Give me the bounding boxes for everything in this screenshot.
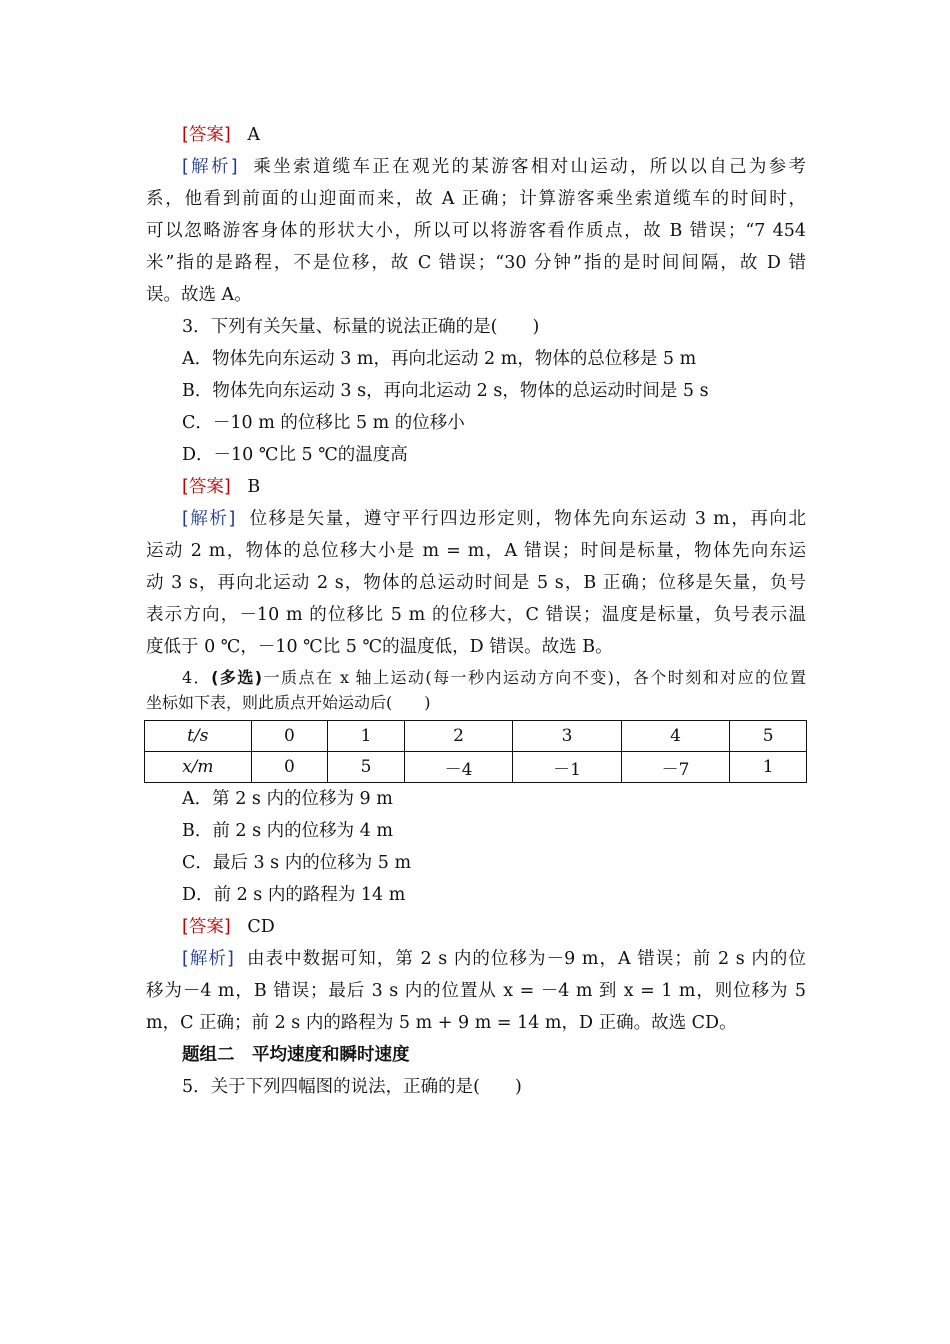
table-cell: 5 [730, 721, 807, 752]
table-cell: 5 [328, 752, 405, 783]
table-cell: 4 [621, 721, 729, 752]
table-cell: 2 [404, 721, 512, 752]
question-stem [182, 667, 806, 689]
table-cell: －4 [404, 752, 512, 783]
table-cell: 1 [328, 721, 405, 752]
table-cell: 3 [513, 721, 621, 752]
analysis-line: 表示方向，－10 m 的位移比 5 m 的位移大，C 错误；温度是标量，负号表示温 [146, 605, 806, 625]
answer-tag: [答案] [182, 125, 231, 145]
analysis-line [182, 948, 806, 970]
option-a: A．物体先向东运动 3 m，再向北运动 2 m，物体的总位移是 5 m [182, 349, 697, 369]
analysis-tag: [解析] [182, 949, 234, 969]
option-c: C．最后 3 s 内的位移为 5 m [182, 853, 412, 873]
analysis-line [182, 508, 806, 530]
answer-value: A [247, 125, 260, 145]
question-number: 4． [182, 668, 212, 687]
option-a: A．第 2 s 内的位移为 9 m [182, 789, 393, 809]
analysis-tag: [解析] [182, 509, 236, 529]
option-c: C．－10 m 的位移比 5 m 的位移小 [182, 413, 465, 433]
table-row [145, 752, 807, 783]
analysis-line: m，C 正确；前 2 s 内的路程为 5 m + 9 m = 14 m，D 正确。故选 CD。 [146, 1013, 737, 1033]
analysis-line: 系，他看到前面的山迎面而来，故 A 正确；计算游客乘坐索道缆车的时间时， [146, 189, 806, 209]
analysis-text: 由表中数据可知，第 2 s 内的位移为－9 m，A 错误；前 2 s 内的位 [247, 949, 806, 969]
analysis-line: 可以忽略游客身体的形状大小，所以可以将游客看作质点，故 B 错误；“7 454 [146, 221, 806, 241]
analysis-line: 误。故选 A。 [146, 285, 252, 305]
table-header-cell: t/s [145, 721, 252, 752]
option-b: B．前 2 s 内的位移为 4 m [182, 821, 394, 841]
table-header-cell: x/m [145, 752, 252, 783]
data-table [144, 720, 807, 783]
analysis-text: 乘坐索道缆车正在观光的某游客相对山运动，所以以自己为参考 [253, 157, 806, 177]
question-stem: 5．关于下列四幅图的说法，正确的是( ) [182, 1077, 522, 1097]
analysis-line: 移为－4 m，B 错误；最后 3 s 内的位置从 x = －4 m 到 x = 1 m，则位移为 5 [146, 981, 806, 1001]
analysis-tag: [解析] [182, 157, 238, 177]
answer-line-q4 [182, 916, 806, 938]
option-b: B．物体先向东运动 3 s，再向北运动 2 s，物体的总运动时间是 5 s [182, 381, 709, 401]
answer-value: B [247, 477, 261, 497]
option-d: D．－10 ℃比 5 ℃的温度高 [182, 445, 408, 465]
table-cell: 0 [251, 721, 328, 752]
question-text: 一质点在 x 轴上运动(每一秒内运动方向不变)，各个时刻和对应的位置 [262, 668, 806, 687]
question-stem: 3．下列有关矢量、标量的说法正确的是( ) [182, 317, 540, 337]
table-row [145, 721, 807, 752]
table-cell: －1 [513, 752, 621, 783]
answer-tag: [答案] [182, 917, 231, 937]
analysis-text: 位移是矢量，遵守平行四边形定则，物体先向东运动 3 m，再向北 [249, 509, 806, 529]
answer-value: CD [247, 917, 275, 937]
answer-tag: [答案] [182, 477, 231, 497]
table-cell: 0 [251, 752, 328, 783]
analysis-line: 度低于 0 ℃，－10 ℃比 5 ℃的温度低，D 错误。故选 B。 [146, 637, 613, 657]
table-cell: －7 [621, 752, 729, 783]
question-stem-cont: 坐标如下表，则此质点开始运动后( ) [146, 693, 431, 712]
section-heading: 题组二 平均速度和瞬时速度 [182, 1045, 410, 1065]
analysis-line: 动 3 s，再向北运动 2 s，物体的总运动时间是 5 s，B 正确；位移是矢量，负号 [146, 573, 806, 593]
multi-select-tag: (多选) [211, 668, 263, 687]
analysis-line: 米”指的是路程，不是位移，故 C 错误；“30 分钟”指的是时间间隔，故 D 错 [146, 253, 806, 273]
answer-line-q2 [182, 124, 806, 146]
table-cell: 1 [730, 752, 807, 783]
option-d: D．前 2 s 内的路程为 14 m [182, 885, 406, 905]
answer-line-q3 [182, 476, 806, 498]
analysis-line [182, 156, 806, 178]
analysis-line: 运动 2 m，物体的总位移大小是 m = m，A 错误；时间是标量，物体先向东运 [146, 541, 806, 561]
